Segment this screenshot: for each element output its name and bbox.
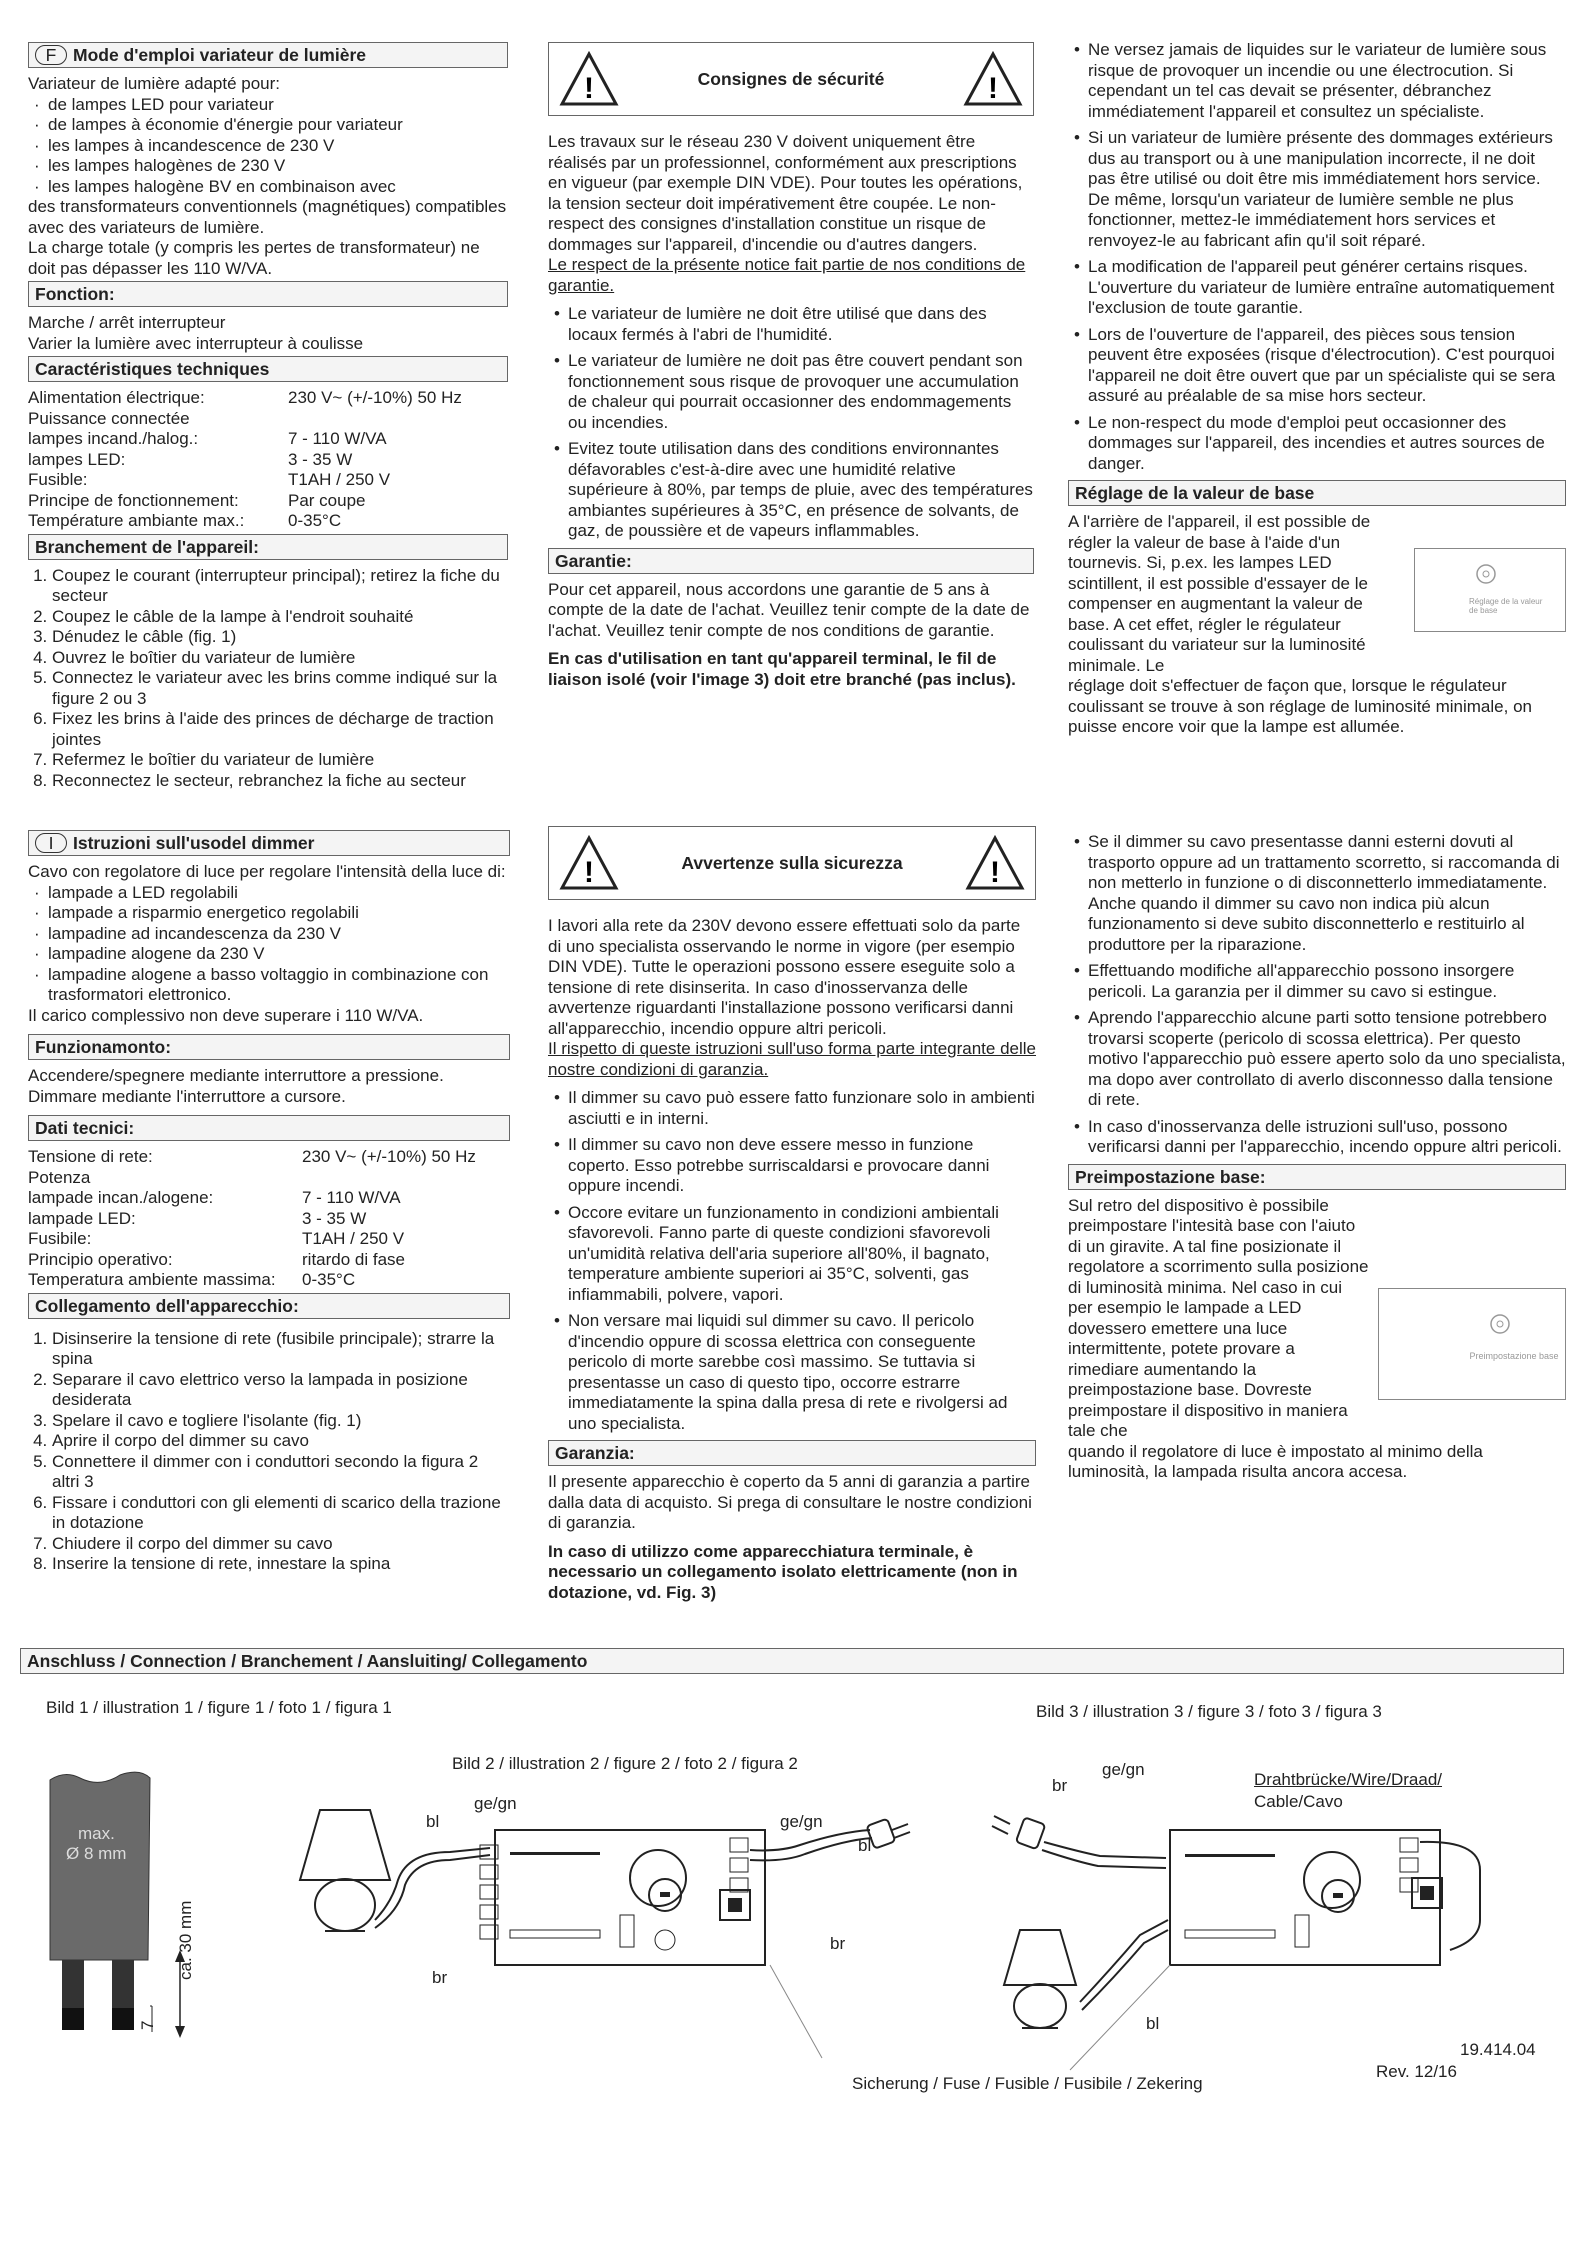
it-function-header: Funzionamonto: — [28, 1034, 510, 1060]
spec-key: Alimentation électrique: — [28, 388, 205, 407]
spec-value: 230 V~ (+/-10%) 50 Hz — [288, 388, 462, 407]
wire-label-br: br — [432, 1968, 448, 1987]
it-base-header: Preimpostazione base: — [1068, 1164, 1566, 1190]
warning-icon — [559, 835, 619, 891]
dimension-7mm: 7 — [138, 2020, 157, 2030]
list-item: • Ne versez jamais de liquides sur le variateur de lumière sous risque de provoquer un incendie ou une électrocution. Si cependant un tel cas devait se présenter, débranchez immédiatement l'appareil et consultez un spécialiste. — [1088, 40, 1566, 122]
fr-base-text-2: réglage doit s'effectuer de façon que, lorsque le régulateur coulissant se trouve à son réglage de luminosité minimale, on puisse encore voir que la lampe est allumée. — [1068, 676, 1532, 736]
spec-key: Principio operativo: — [28, 1249, 173, 1269]
it-lamp-list — [28, 883, 510, 1006]
spec-key: lampes LED: — [28, 449, 126, 469]
spec-value: 0-35°C — [302, 1270, 356, 1289]
list-item: 8. Reconnectez le secteur, rebranchez la fiche au secteur — [52, 771, 508, 792]
list-item: · lampade a LED regolabili — [48, 883, 510, 904]
it-base-text-1: Sul retro del dispositivo è possibile preimpostare l'intesità base con l'aiuto di un giravite. A tal fine posizionate il regolatore a scorrimento sulla posizione di luminosità minima. Nel caso in cui per esempio le lampade a LED dovessero emettere una luce intermittente, potete provare a rimediare aumentando la preimpostazione base. Dovreste preimpostare il dispositivo in maniera tale che — [1068, 1195, 1369, 1440]
it-warranty-text: Il presente apparecchio è coperto da 5 anni di garanzia a partire dalla data di acquisto. Si prega di consultare le nostre condizioni di garanzia. — [548, 1472, 1032, 1532]
list-item: 7. Chiudere il corpo del dimmer su cavo — [52, 1534, 510, 1555]
list-item: · lampadine alogene da 230 V — [48, 944, 510, 965]
spec-value: 7 - 110 W/VA — [288, 429, 387, 448]
list-item: 4. Aprire il corpo del dimmer su cavo — [52, 1431, 510, 1452]
revision-label: Rev. 12/16 — [1376, 2062, 1457, 2081]
list-item: • Le variateur de lumière ne doit pas être couvert pendant son fonctionnement sous risque de provoquer une accumulation de chaleur qui pourrait occasionner des endommagements ou incendies. — [568, 351, 1034, 433]
spec-key: lampade LED: — [28, 1208, 136, 1228]
spec-key: Fusible: — [28, 470, 88, 489]
fr-safety-underline: Le respect de la présente notice fait partie de nos conditions de garantie. — [548, 255, 1026, 295]
spec-key: Potenza — [28, 1167, 91, 1187]
spec-value: T1AH / 250 V — [302, 1229, 405, 1248]
it-specs-table — [28, 1147, 510, 1291]
it-connection-header: Collegamento dell'apparecchio: — [28, 1293, 510, 1319]
spec-key: Température ambiante max.: — [28, 511, 245, 530]
fr-safety-title: Consignes de sécurité — [697, 68, 885, 89]
list-item: 6. Fissare i conduttori con gli elementi di scarico della trazione in dotazione — [52, 1493, 510, 1534]
list-item: · lampade a risparmio energetico regolabili — [48, 903, 510, 924]
fr-base-header: Réglage de la valeur de base — [1068, 480, 1566, 506]
spec-value: T1AH / 250 V — [288, 470, 391, 489]
language-badge-fr: F — [35, 45, 67, 65]
list-item: • Aprendo l'apparecchio alcune parti sotto tensione potrebbero trovarsi scoperte (pericolo di scossa elettrica). Per questo motivo l'apparecchio può essere aperto solo da uno specialista, ma dopo aver controllato di averlo disconnesso dalla tensione di rete. — [1088, 1008, 1566, 1111]
fr-col-2 — [548, 42, 1034, 690]
spec-key: Puissance connectée — [28, 408, 190, 428]
list-item: • Lors de l'ouverture de l'appareil, des pièces sous tension peuvent être exposées (risque d'électrocution). C'est pourquoi l'appareil ne doit être ouvert que par un spécialiste qui se sera assuré au préalable de sa mise hors secteur. — [1088, 325, 1566, 407]
wire-label-bl: bl — [858, 1836, 872, 1855]
document-number: 19.414.04 — [1460, 2040, 1536, 2059]
fr-specs-table — [28, 388, 508, 532]
it-title: Istruzioni sull'usodel dimmer — [73, 833, 315, 853]
fr-col-1 — [28, 40, 508, 791]
list-item: 6. Fixez les brins à l'aide des princes de décharge de traction jointes — [52, 709, 508, 750]
spec-value — [288, 409, 508, 430]
list-item: · les lampes à incandescence de 230 V — [48, 136, 508, 157]
spec-key: lampes incand./halog.: — [28, 429, 199, 448]
list-item: • Evitez toute utilisation dans des conditions environnantes défavorables c'est-à-dire avec une humidité relative supérieure à 80%, par temps de pluie, avec des températures ambiantes supérieures à 35°C, en présence de solvants, de gaz, de poussière et de vapeurs inflammables. — [568, 439, 1034, 542]
list-item: 7. Refermez le boîtier du variateur de lumière — [52, 750, 508, 771]
warning-icon — [965, 835, 1025, 891]
it-warning-list — [1068, 832, 1566, 1158]
it-safety-header — [548, 826, 1036, 900]
svg-text:!: ! — [584, 72, 594, 105]
fr-title-header — [28, 42, 508, 68]
it-warranty-bold: In caso di utilizzo come apparecchiatura terminale, è necessario un collegamento isolato elettricamente (non in dotazione, vd. Fig. 3) — [548, 1541, 1018, 1602]
list-item: 3. Spelare il cavo e togliere l'isolante (fig. 1) — [52, 1411, 510, 1432]
figure-1-caption: Bild 1 / illustration 1 / figure 1 / foto 1 / figura 1 — [46, 1698, 392, 1717]
figure-1-cable-illustration — [30, 1760, 230, 2080]
wire-label-bl: bl — [1146, 2014, 1160, 2033]
it-col-3 — [1068, 832, 1566, 1483]
fr-list-cont: des transformateurs conventionnels (magnétiques) compatibles avec des variateurs de lumière. — [28, 197, 507, 237]
fr-safety-text: Les travaux sur le réseau 230 V doivent uniquement être réalisés par un professionnel, conformément aux prescriptions en vigueur (par exemple DIN VDE). Pour toutes les opérations, la tension secteur doit impérativement être coupée. Le non-respect des consignes d'installation constitue un risque de dommages sur l'appareil, d'incendie ou d'autres dangers. — [548, 132, 1023, 254]
wire-bridge-label-2: Cable/Cavo — [1254, 1792, 1343, 1811]
spec-key: Fusibile: — [28, 1229, 92, 1248]
fr-warranty-text: Pour cet appareil, nous accordons une garantie de 5 ans à compte de la date de l'achat. Veuillez tenir compte de la date de l'achat. Veuillez tenir compte de nos conditions de garantie. — [548, 579, 1030, 640]
it-safety-text: I lavori alla rete da 230V devono essere effettuati solo da parte di uno specialista osservando le norme in vigore (per esempio DIN VDE). Tutte le operazioni possono essere eseguite solo a tensione di rete disinserita. In caso d'inosservanza delle avvertenze riguardanti l'installazione possono verificarsi danni all'apparecchio, incendio oppure altri pericoli. — [548, 916, 1021, 1038]
list-item: 5. Connettere il dimmer con i conduttori secondo la figura 2 altri 3 — [52, 1452, 510, 1493]
list-item: · de lampes à économie d'énergie pour variateur — [48, 115, 508, 136]
it-load: Il carico complessivo non deve superare i 110 W/VA. — [28, 1005, 424, 1025]
adjust-knob-icon — [1475, 563, 1497, 585]
svg-text:!: ! — [989, 856, 1000, 889]
connection-header: Anschluss / Connection / Branchement / Aansluiting/ Collegamento — [20, 1648, 1564, 1674]
it-safety-list — [548, 1088, 1036, 1434]
fr-function-2: Varier la lumière avec interrupteur à coulisse — [28, 333, 364, 353]
warning-icon — [963, 51, 1023, 107]
fr-specs-header: Caractéristiques techniques — [28, 356, 508, 382]
it-specs-header: Dati tecnici: — [28, 1115, 510, 1141]
spec-value: 0-35°C — [288, 511, 342, 530]
list-item: 1. Disinserire la tensione di rete (fusibile principale); strarre la spina — [52, 1329, 510, 1370]
warning-icon — [559, 51, 619, 107]
list-item: 1. Coupez le courant (interrupteur principal); retirez la fiche du secteur — [52, 566, 508, 607]
fr-base-text-1: A l'arrière de l'appareil, il est possible de régler la valeur de base à l'aide d'un tournevis. Si, p.ex. les lampes LED scintillent, il est possible d'essayer de le compenser en augmentant la valeur de base. A cet effet, régler le régulateur coulissant du variateur sur la luminosité minimale. Le — [1068, 512, 1371, 675]
list-item: • La modification de l'appareil peut générer certains risques. L'ouverture du variateur de lumière entraîne automatiquement l'exclusion de toute garantie. — [1088, 257, 1566, 319]
it-warranty-header: Garanzia: — [548, 1440, 1036, 1466]
dimension-30mm: ca. 30 mm — [176, 1900, 195, 1980]
svg-text:!: ! — [584, 856, 594, 889]
wire-label-gegn: ge/gn — [780, 1812, 823, 1831]
fr-lamp-list — [28, 95, 508, 198]
spec-key: Principe de fonctionnement: — [28, 490, 239, 510]
language-badge-it: I — [35, 833, 67, 853]
wire-label-gegn: ge/gn — [474, 1794, 517, 1813]
list-item: 4. Ouvrez le boîtier du variateur de lumière — [52, 648, 508, 669]
fr-safety-list — [548, 304, 1034, 542]
list-item: • Effettuando modifiche all'apparecchio possono insorgere pericoli. La garanzia per il dimmer su cavo si estingue. — [1088, 961, 1566, 1002]
list-item: 2. Coupez le câble de la lampe à l'endroit souhaité — [52, 607, 508, 628]
it-function-1: Accendere/spegnere mediante interruttore a pressione. — [28, 1066, 444, 1085]
svg-text:!: ! — [987, 72, 998, 105]
list-item: 8. Inserire la tensione di rete, innestare la spina — [52, 1554, 510, 1575]
list-item: • Il dimmer su cavo può essere fatto funzionare solo in ambienti asciutti e in interni. — [568, 1088, 1036, 1129]
it-connection-steps — [28, 1329, 510, 1575]
list-item: · lampadine ad incandescenza da 230 V — [48, 924, 510, 945]
fr-connection-steps — [28, 566, 508, 792]
it-col-2 — [548, 826, 1036, 1603]
spec-value — [302, 1168, 510, 1189]
it-base-image-label: Preimpostazione base — [1469, 1350, 1559, 1361]
fr-col-3 — [1068, 40, 1566, 738]
spec-value: ritardo di fase — [302, 1249, 405, 1269]
it-function-2: Dimmare mediante l'interruttore a cursore. — [28, 1086, 346, 1106]
list-item: • Occore evitare un funzionamento in condizioni ambientali sfavorevoli. Fanno parte di queste condizioni sfavorevoli un'umidità relativa dell'aria superiore all'80%, il bagnato, temperature ambiente superiori ai 35°C, solventi, gas infiammabili, polvere, vapori. — [568, 1203, 1036, 1306]
fr-title: Mode d'emploi variateur de lumière — [73, 45, 366, 65]
list-item: • Non versare mai liquidi sul dimmer su cavo. Il pericolo d'incendio oppure di scossa elettrica con conseguente pericolo di morte sarebbe così massimo. Se tuttavia si presentasse un caso di questo tipo, occorre estrarre immediatamente la spina dalla presa di rete e rivolgersi ad uno specialista. — [568, 1311, 1036, 1434]
list-item: • Le non-respect du mode d'emploi peut occasionner des dommages sur l'appareil, des incendies et autres sources de danger. — [1088, 413, 1566, 475]
list-item: • Il dimmer su cavo non deve essere messo in funzione coperto. Esso potrebbe surriscaldarsi e provocare danni oppure incendi. — [568, 1135, 1036, 1197]
fr-function-1: Marche / arrêt interrupteur — [28, 313, 226, 332]
list-item: • Le variateur de lumière ne doit être utilisé que dans des locaux fermés à l'abri de l'humidité. — [568, 304, 1034, 345]
list-item: • Se il dimmer su cavo presentasse danni esterni dovuti al trasporto oppure ad un trattamento scorretto, si raccomanda di non metterlo in funzione o di disconnetterlo immediatamente. Anche quando il dimmer su cavo non indica più alcun funzionamento si deve subito disconnetterlo e restituirlo al produttore per la riparazione. — [1088, 832, 1566, 955]
fr-intro: Variateur de lumière adapté pour: — [28, 74, 281, 93]
fr-base-image-label: Réglage de la valeur de base — [1469, 597, 1543, 615]
fr-warranty-header: Garantie: — [548, 548, 1034, 574]
list-item: · lampadine alogene a basso voltaggio in combinazione con trasformatori elettronico. — [48, 965, 510, 1006]
wire-label-gegn: ge/gn — [1102, 1760, 1145, 1779]
spec-value: 7 - 110 W/VA — [302, 1188, 401, 1207]
fr-warranty-bold: En cas d'utilisation en tant qu'appareil terminal, le fil de liaison isolé (voir l'image 3) doit etre branché (pas inclus). — [548, 649, 1016, 689]
figure-3-caption: Bild 3 / illustration 3 / figure 3 / foto 3 / figura 3 — [1036, 1702, 1382, 1721]
list-item: • In caso d'inosservanza delle istruzioni sull'uso, possono verificarsi danni per l'apparecchio, incendo oppure altri pericoli. — [1088, 1117, 1566, 1158]
list-item: • Si un variateur de lumière présente des dommages extérieurs dus au transport ou à une manipulation incorrecte, il ne doit pas être utilisé ou doit être mis immédiatement hors service. De même, lorsqu'un variateur de lumière semble ne plus fonctionner, mettez-le immédiatement hors services et renvoyez-le au fabricant afin qu'il soit réparé. — [1088, 128, 1566, 251]
figure-3-wiring-illustration — [980, 1770, 1500, 2080]
list-item: 2. Separare il cavo elettrico verso la lampada in posizione desiderata — [52, 1370, 510, 1411]
wire-label-bl: bl — [426, 1812, 440, 1831]
fr-base-image — [1414, 548, 1566, 632]
it-base-image — [1378, 1288, 1566, 1400]
spec-value: Par coupe — [288, 490, 366, 510]
max-value: Ø 8 mm — [66, 1844, 127, 1863]
it-safety-title: Avvertenze sulla sicurezza — [681, 852, 903, 873]
list-item: 3. Dénudez le câble (fig. 1) — [52, 627, 508, 648]
wire-label-br: br — [830, 1934, 846, 1953]
it-title-header — [28, 830, 510, 856]
spec-key: lampade incan./alogene: — [28, 1188, 214, 1207]
spec-value: 230 V~ (+/-10%) 50 Hz — [302, 1147, 476, 1166]
it-base-text-2: quando il regolatore di luce è impostato al minimo della luminosità, la lampada risulta ancora accesa. — [1068, 1441, 1483, 1481]
fr-warning-list — [1068, 40, 1566, 474]
list-item: · les lampes halogènes de 230 V — [48, 156, 508, 177]
fr-connection-header: Branchement de l'appareil: — [28, 534, 508, 560]
spec-key: Temperatura ambiente massima: — [28, 1270, 276, 1289]
it-safety-underline: Il rispetto di queste istruzioni sull'uso forma parte integrante delle nostre condizioni di garanzia. — [548, 1039, 1037, 1079]
it-intro: Cavo con regolatore di luce per regolare l'intensità della luce di: — [28, 862, 506, 881]
list-item: · les lampes halogène BV en combinaison avec — [48, 177, 508, 198]
wire-label-br: br — [1052, 1776, 1068, 1795]
list-item: 5. Connectez le variateur avec les brins comme indiqué sur la figure 2 ou 3 — [52, 668, 508, 709]
max-label: max. — [78, 1824, 115, 1843]
list-item: · de lampes LED pour variateur — [48, 95, 508, 116]
spec-value: 3 - 35 W — [288, 449, 353, 469]
wire-bridge-label-1: Drahtbrücke/Wire/Draad/ — [1254, 1770, 1443, 1789]
fr-load: La charge totale (y compris les pertes de transformateur) ne doit pas dépasser les 110 W/VA. — [28, 238, 480, 278]
fuse-label: Sicherung / Fuse / Fusible / Fusibile / Zekering — [852, 2074, 1203, 2093]
adjust-knob-icon — [1489, 1313, 1511, 1335]
it-col-1 — [28, 828, 510, 1575]
figure-2-caption: Bild 2 / illustration 2 / figure 2 / foto 2 / figura 2 — [452, 1754, 798, 1773]
fr-function-header: Fonction: — [28, 281, 508, 307]
spec-key: Tensione di rete: — [28, 1147, 153, 1166]
fr-safety-header — [548, 42, 1034, 116]
spec-value: 3 - 35 W — [302, 1208, 367, 1228]
